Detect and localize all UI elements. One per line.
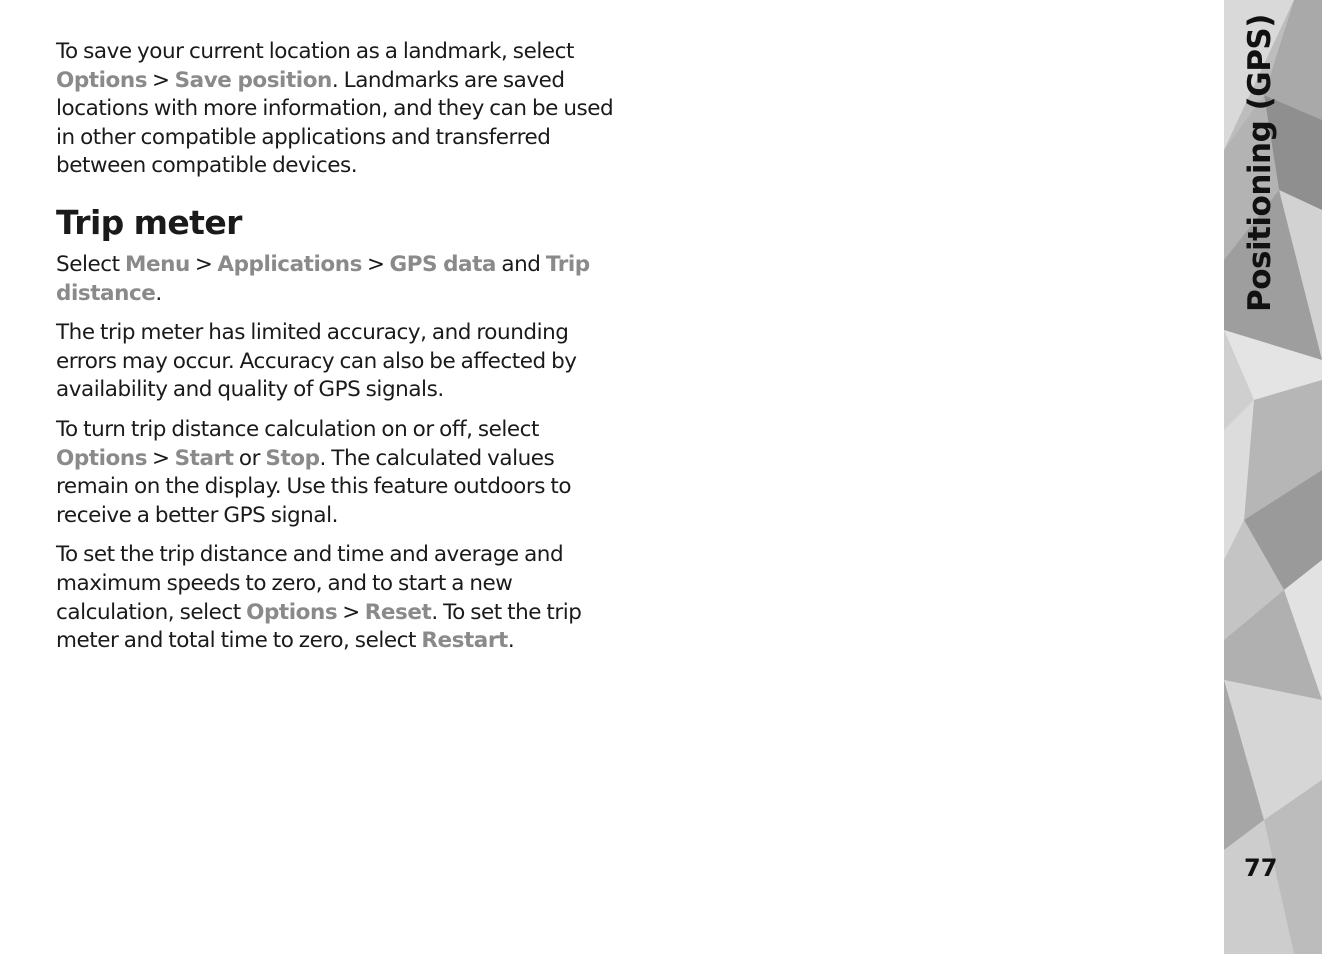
menu-ref: Menu bbox=[125, 251, 190, 277]
landmark-paragraph: To save your current location as a landmark, select Options > Save position. Landmarks are saved locations with more information, and they can be used in other compatible applications and transferred between compatible devices. bbox=[56, 39, 614, 179]
menu-separator: > bbox=[152, 67, 170, 93]
main-content bbox=[56, 38, 626, 667]
options-menu-ref: Options bbox=[56, 445, 148, 471]
options-menu-ref: Options bbox=[246, 599, 338, 625]
page-number: 77 bbox=[1244, 854, 1278, 882]
restart-ref: Restart bbox=[421, 628, 508, 654]
start-ref: Start bbox=[174, 445, 234, 471]
menu-separator: > bbox=[194, 251, 213, 277]
gps-data-ref: GPS data bbox=[389, 251, 496, 277]
section-heading: Trip meter bbox=[56, 202, 242, 242]
menu-separator: > bbox=[152, 445, 170, 471]
reset-ref: Reset bbox=[364, 599, 432, 625]
applications-ref: Applications bbox=[217, 251, 362, 277]
menu-separator: > bbox=[366, 251, 385, 277]
reset-paragraph: To set the trip distance and time and average and maximum speeds to zero, and to start a new calculation, select Options > Reset. To set the trip meter and total time to zero, select Restart. bbox=[56, 542, 582, 654]
trip-distance-ref: Trip distance bbox=[56, 251, 590, 306]
stop-ref: Stop bbox=[265, 445, 320, 471]
save-position-menu-ref: Save position bbox=[174, 67, 332, 93]
select-path-paragraph: Select Menu > Applications > GPS data and Trip distance. bbox=[56, 251, 590, 306]
side-tab-title: Positioning (GPS) bbox=[1242, 14, 1278, 312]
menu-separator: > bbox=[342, 599, 360, 625]
turn-on-paragraph: To turn trip distance calculation on or off, select Options > Start or Stop. The calculated values remain on the display. Use this feature outdoors to receive a better GPS signal. bbox=[56, 416, 572, 528]
accuracy-paragraph: The trip meter has limited accuracy, and rounding errors may occur. Accuracy can also be affected by availability and quality of GPS signals. bbox=[56, 320, 577, 403]
options-menu-ref: Options bbox=[56, 67, 148, 93]
